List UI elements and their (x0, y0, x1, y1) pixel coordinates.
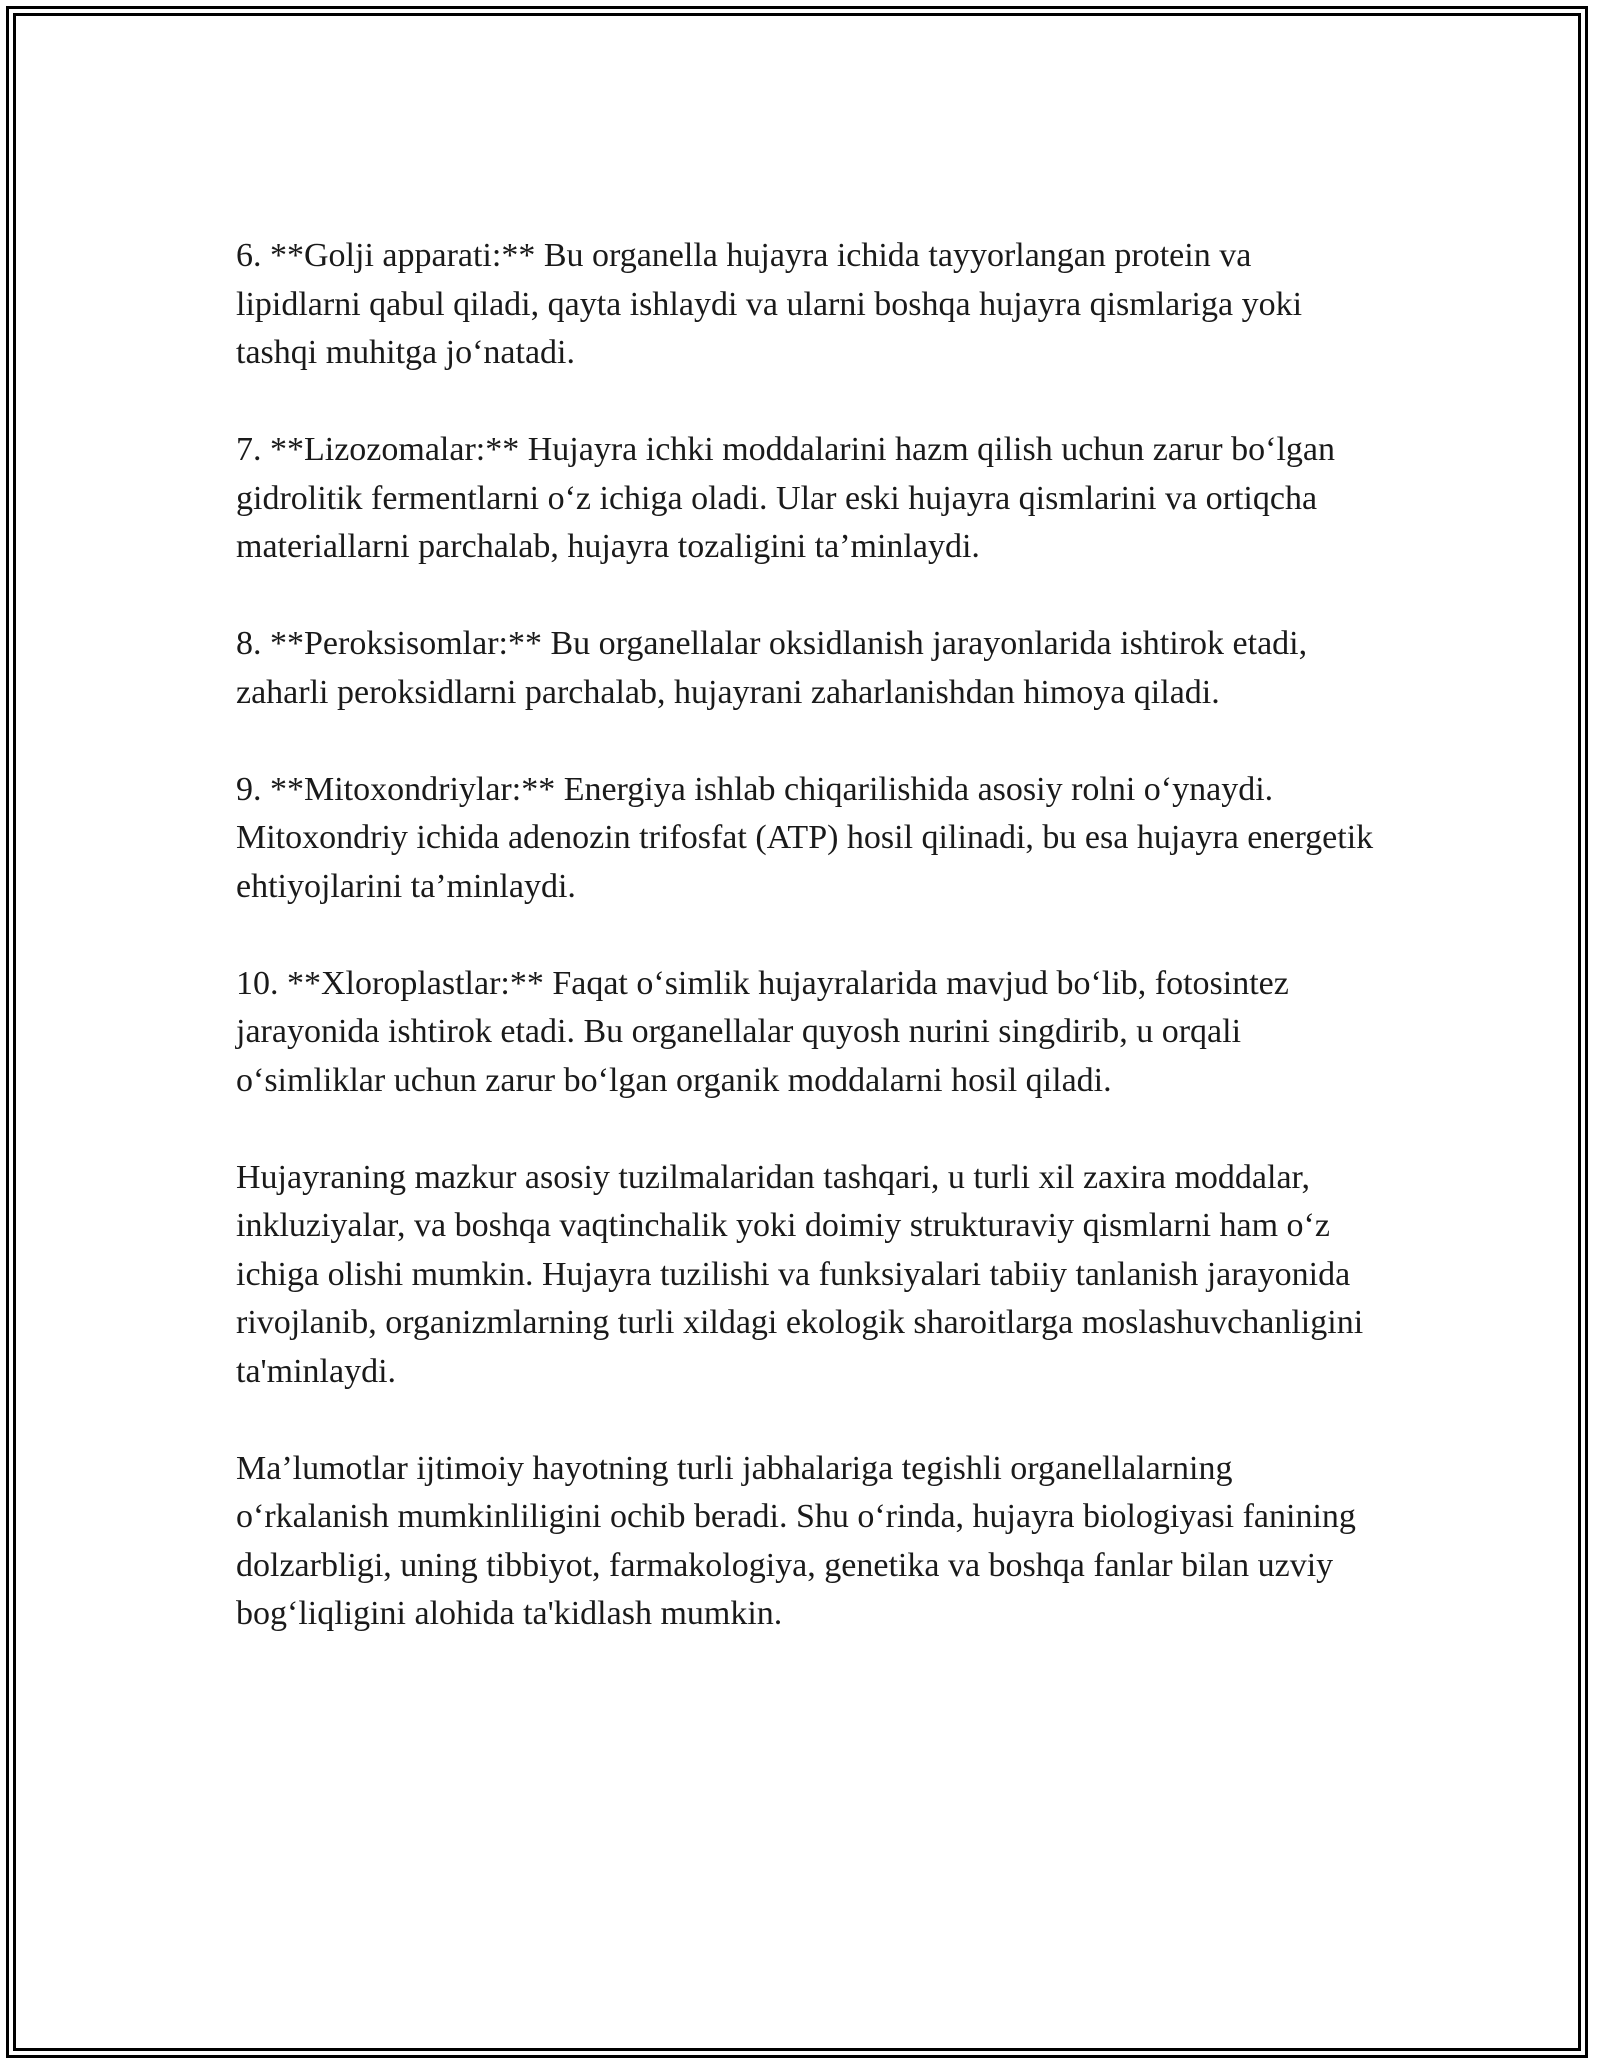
paragraph-lysosomes: 7. **Lizozomalar:** Hujayra ichki moddalarini hazm qilish uchun zarur bo‘lgan gidrolitik fermentlarni o‘z ichiga oladi. Ular eski hujayra qismlarini va ortiqcha materiallarni parchalab, hujayra tozaligini ta’minlaydi. (236, 431, 1335, 565)
paragraph-peroxisomes: 8. **Peroksisomlar:** Bu organellalar oksidlanish jarayonlarida ishtirok etadi, zaharli peroksidlarni parchalab, hujayrani zaharlanishdan himoya qiladi. (236, 625, 1308, 711)
paragraph-cell-structures-summary: Hujayraning mazkur asosiy tuzilmalaridan tashqari, u turli xil zaxira moddalar, inkluziyalar, va boshqa vaqtinchalik yoki doimiy strukturaviy qismlarni ham o‘z ichiga olishi mumkin. Hujayra tuzilishi va funksiyalari tabiiy tanlanish jarayonida rivojlanib, organizmlarning turli xildagi ekologik sharoitlarga moslashuvchanligini ta'minlaydi. (236, 1158, 1364, 1390)
paragraph-chloroplasts: 10. **Xloroplastlar:** Faqat o‘simlik hujayralarida mavjud bo‘lib, fotosintez jarayonida ishtirok etadi. Bu organellalar quyosh nurini singdirib, u orqali o‘simliklar uchun zarur bo‘lgan organik moddalarni hosil qiladi. (236, 964, 1289, 1099)
paragraph-golgi-apparatus: 6. **Golji apparati:** Bu organella hujayra ichida tayyorlangan protein va lipidlarni qabul qiladi, qayta ishlaydi va ularni boshqa hujayra qismlariga yoki tashqi muhitga jo‘natadi. (236, 237, 1303, 371)
paragraph-mitochondria: 9. **Mitoxondriylar:** Energiya ishlab chiqarilishida asosiy rolni o‘ynaydi. Mitoxondriy ichida adenozin trifosfat (ATP) hosil qilinadi, bu esa hujayra energetik ehtiyojlarini ta’minlaydi. (236, 770, 1374, 905)
paragraph-cell-biology-relevance: Ma’lumotlar ijtimoiy hayotning turli jabhalariga tegishli organellalarning o‘rkalanish mumkinliligini ochib beradi. Shu o‘rinda, hujayra biologiyasi fanining dolzarbligi, uning tibbiyot, farmakologiya, genetika va boshqa fanlar bilan uzviy bog‘liqligini alohida ta'kidlash mumkin. (236, 1449, 1356, 1632)
document-body (236, 232, 1376, 1639)
